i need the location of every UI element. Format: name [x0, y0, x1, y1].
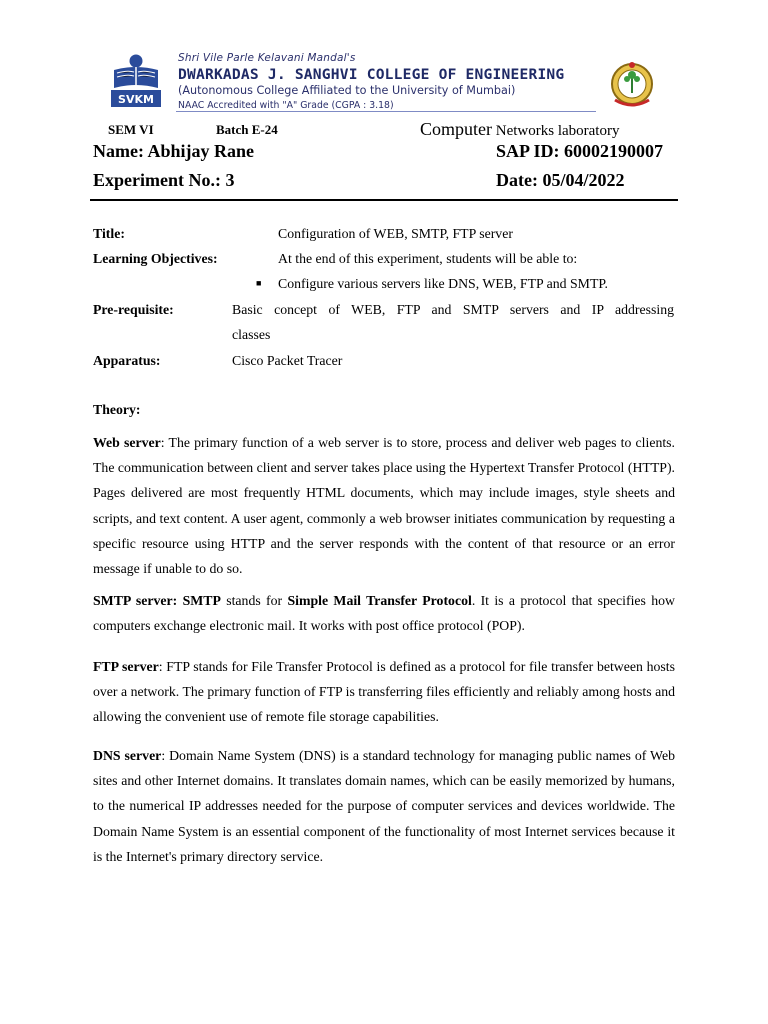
lab-name-first: Computer [420, 119, 492, 139]
batch: Batch E-24 [216, 122, 278, 137]
dns-server-term: DNS server [93, 748, 162, 763]
prerequisite-label: Pre-requisite: [93, 302, 174, 317]
prerequisite-value-line1: Basic concept of WEB, FTP and SMTP servers and IP addressing [232, 302, 674, 317]
letterhead-divider [176, 111, 596, 112]
learning-objective-item: Configure various servers like DNS, WEB, FTP and SMTP. [278, 276, 608, 291]
smtp-server-text-2: . It is a protocol that specifies how computers exchange electronic mail. It works with post office protocol (POP). [93, 593, 675, 634]
sap-id: SAP ID: 60002190007 [496, 141, 664, 161]
bullet-icon: ■ [256, 278, 262, 288]
ftp-server-paragraph [93, 654, 675, 730]
smtp-server-paragraph [93, 588, 675, 638]
ftp-server-text: : FTP stands for File Transfer Protocol is defined as a protocol for file transfer between hosts over a network. The primary function of FTP is transferring files efficiently and reliably among hosts and allowing the convenient use of remote file storage capabilities. [93, 659, 675, 725]
title-label: Title: [93, 226, 125, 241]
smtp-server-text-1: stands for [220, 593, 288, 608]
naac-accreditation: NAAC Accredited with "A" Grade (CGPA : 3.18) [178, 100, 394, 111]
trust-name: Shri Vile Parle Kelavani Mandal's [178, 52, 356, 64]
web-server-term: Web server [93, 435, 161, 450]
svg-text:SVKM: SVKM [118, 93, 154, 106]
college-crest-icon [609, 60, 655, 112]
learning-objectives-value: At the end of this experiment, students will be able to: [278, 251, 578, 266]
college-affiliation: (Autonomous College Affiliated to the University of Mumbai) [178, 84, 516, 97]
apparatus-value: Cisco Packet Tracer [232, 353, 343, 368]
svkm-logo-icon [108, 52, 164, 110]
student-name: Name: Abhijay Rane [93, 141, 254, 161]
dns-server-text: : Domain Name System (DNS) is a standard technology for managing public names of Web sites and other Internet domains. It translates domain names, which can be easily memorized by humans, to the numerical IP addresses needed for the purpose of computer services and devices worldwide. The Domain Name System is an essential component of the functionality of most Internet services because it is the Internet's primary directory service. [93, 748, 675, 864]
title-value: Configuration of WEB, SMTP, FTP server [278, 226, 513, 241]
learning-objectives-label: Learning Objectives: [93, 251, 218, 266]
smtp-expansion: Simple Mail Transfer Protocol [287, 593, 472, 608]
theory-heading: Theory: [93, 402, 141, 417]
header-divider [90, 199, 678, 201]
dns-server-paragraph [93, 743, 675, 869]
semester: SEM VI [108, 122, 154, 137]
lab-name-rest: Networks laboratory [492, 123, 620, 139]
experiment-number: Experiment No.: 3 [93, 170, 235, 190]
smtp-server-term: SMTP server: SMTP [93, 593, 221, 608]
ftp-server-term: FTP server [93, 659, 159, 674]
college-name: DWARKADAS J. SANGHVI COLLEGE OF ENGINEERING [178, 66, 565, 83]
prerequisite-value-line2: classes [232, 327, 271, 342]
lab-name [420, 119, 619, 140]
web-server-text: : The primary function of a web server is to store, process and deliver web pages to clients. The communication between client and server takes place using the Hypertext Transfer Protocol (HTTP). Pages delivered are most frequently HTML documents, which may include images, style sheets and scripts, and text content. A user agent, commonly a web browser initiates communication by requesting a specific resource using HTTP and the server responds with the content of that resource or an error message if unable to do so. [93, 435, 675, 577]
web-server-paragraph [93, 430, 675, 581]
experiment-date: Date: 05/04/2022 [496, 170, 625, 190]
apparatus-label: Apparatus: [93, 353, 161, 368]
